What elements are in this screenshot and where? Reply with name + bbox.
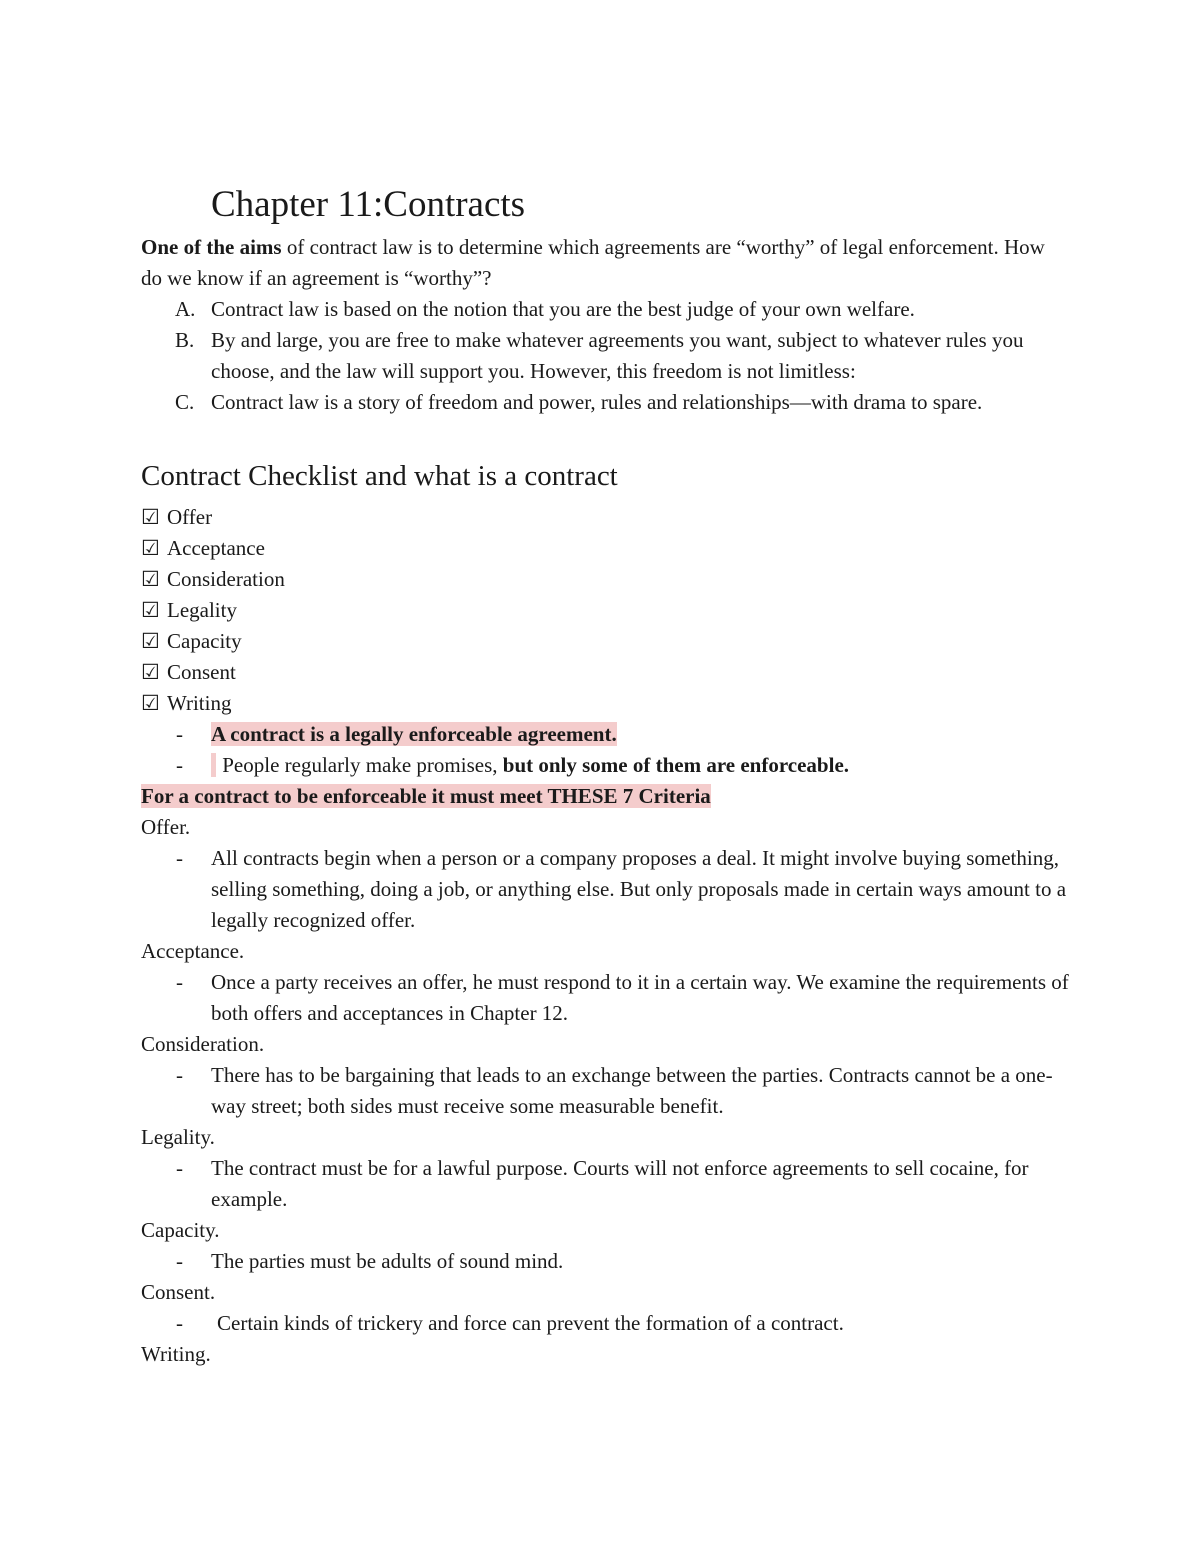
- criteria-term: Consideration.: [141, 1032, 265, 1056]
- criteria-desc: Certain kinds of trickery and force can prevent the formation of a contract.: [217, 1311, 844, 1335]
- criteria-desc-list: [141, 1308, 1071, 1339]
- intro-text: of contract law is to determine which agreements are “worthy” of legal enforcement. How do we know if an agreement is “worthy”?: [141, 235, 1045, 290]
- criteria-term: Capacity.: [141, 1218, 220, 1242]
- checkbox-checked-icon: ☑: [141, 598, 160, 622]
- criteria-desc: The contract must be for a lawful purpose. Courts will not enforce agreements to sell cocaine, for example.: [211, 1156, 1029, 1211]
- promises-bold-text: but only some of them are enforceable.: [502, 753, 850, 777]
- criteria-term: Offer.: [141, 815, 191, 839]
- checkbox-checked-icon: ☑: [141, 691, 160, 715]
- checklist-item-label: Capacity: [167, 629, 242, 653]
- definition-item: [141, 750, 1071, 781]
- checklist-item: [141, 533, 1071, 564]
- list-item-text: Contract law is based on the notion that you are the best judge of your own welfare.: [211, 297, 915, 321]
- criteria-desc: Once a party receives an offer, he must respond to it in a certain way. We examine the requirements of both offers and acceptances in Chapter 12.: [211, 970, 1069, 1025]
- criteria-term: Legality.: [141, 1125, 215, 1149]
- contract-definition: A contract is a legally enforceable agreement.: [211, 722, 617, 746]
- checklist-item: [141, 688, 1071, 719]
- checklist-item-label: Consideration: [167, 567, 285, 591]
- checkbox-checked-icon: ☑: [141, 629, 160, 653]
- promises-text: People regularly make promises,: [222, 753, 503, 777]
- page-title: Chapter 11:Contracts: [211, 184, 526, 225]
- criteria-desc-list: [141, 1246, 1071, 1277]
- list-dash: -: [176, 753, 183, 777]
- list-item-text: Contract law is a story of freedom and power, rules and relationships—with drama to spare.: [211, 390, 983, 414]
- alpha-list-item: [141, 387, 1071, 418]
- checkbox-checked-icon: ☑: [141, 536, 160, 560]
- checklist-item: [141, 657, 1071, 688]
- list-marker: C.: [175, 390, 195, 414]
- criteria-desc-item: [141, 1308, 1071, 1339]
- list-dash: -: [176, 846, 183, 870]
- criteria-term: Consent.: [141, 1280, 216, 1304]
- criteria-term: Acceptance.: [141, 939, 245, 963]
- checkbox-checked-icon: ☑: [141, 660, 160, 684]
- criteria-desc-item: [141, 843, 1071, 936]
- definition-list: [141, 719, 1071, 781]
- checklist-item-label: Offer: [167, 505, 213, 529]
- list-item-text: By and large, you are free to make whatever agreements you want, subject to whatever rules you choose, and the law will support you. However, this freedom is not limitless:: [211, 328, 1024, 383]
- list-dash: -: [176, 1249, 183, 1273]
- alpha-list-item: [141, 294, 1071, 325]
- criteria-heading-line: [141, 781, 1071, 812]
- intro-bold-lead: One of the aims: [141, 235, 282, 259]
- checkbox-checked-icon: ☑: [141, 567, 160, 591]
- alpha-list-item: [141, 325, 1071, 387]
- checklist-item-label: Legality: [167, 598, 237, 622]
- list-marker: A.: [175, 297, 196, 321]
- contract-checklist: [141, 502, 1071, 719]
- criteria-desc-list: [141, 967, 1071, 1029]
- list-dash: -: [176, 970, 183, 994]
- criteria-desc-item: [141, 1060, 1071, 1122]
- checkbox-checked-icon: ☑: [141, 505, 160, 529]
- list-dash: -: [176, 1063, 183, 1087]
- criteria-desc: All contracts begin when a person or a company proposes a deal. It might involve buying something, selling something, doing a job, or anything else. But only proposals made in certain ways amount to a legally recognized offer.: [211, 846, 1067, 932]
- document-body: [141, 180, 1071, 1370]
- criteria-desc-item: [141, 1153, 1071, 1215]
- criteria-desc: The parties must be adults of sound mind.: [211, 1249, 564, 1273]
- definition-item: [141, 719, 1071, 750]
- checklist-heading: Contract Checklist and what is a contract: [141, 460, 618, 492]
- criteria-desc-list: [141, 1060, 1071, 1122]
- criteria-desc-item: [141, 967, 1071, 1029]
- criteria-desc-list: [141, 843, 1071, 936]
- criteria-heading: For a contract to be enforceable it must meet THESE 7 Criteria: [141, 784, 711, 808]
- list-dash: -: [176, 1156, 183, 1180]
- list-dash: -: [176, 722, 183, 746]
- list-marker: B.: [175, 328, 195, 352]
- criteria-desc-item: [141, 1246, 1071, 1277]
- criteria-section: [141, 812, 1071, 1370]
- list-dash: -: [176, 1311, 183, 1335]
- checklist-item-label: Acceptance: [167, 536, 265, 560]
- checklist-item: [141, 595, 1071, 626]
- checklist-item-label: Writing: [167, 691, 232, 715]
- checklist-item-label: Consent: [167, 660, 236, 684]
- criteria-desc: There has to be bargaining that leads to an exchange between the parties. Contracts cannot be a one-way street; both sides must receive some measurable benefit.: [211, 1063, 1053, 1118]
- intro-paragraph: [141, 232, 1071, 294]
- alpha-list: [141, 294, 1071, 418]
- criteria-desc-list: [141, 1153, 1071, 1215]
- checklist-item: [141, 502, 1071, 533]
- checklist-item: [141, 626, 1071, 657]
- criteria-term: Writing.: [141, 1342, 211, 1366]
- checklist-item: [141, 564, 1071, 595]
